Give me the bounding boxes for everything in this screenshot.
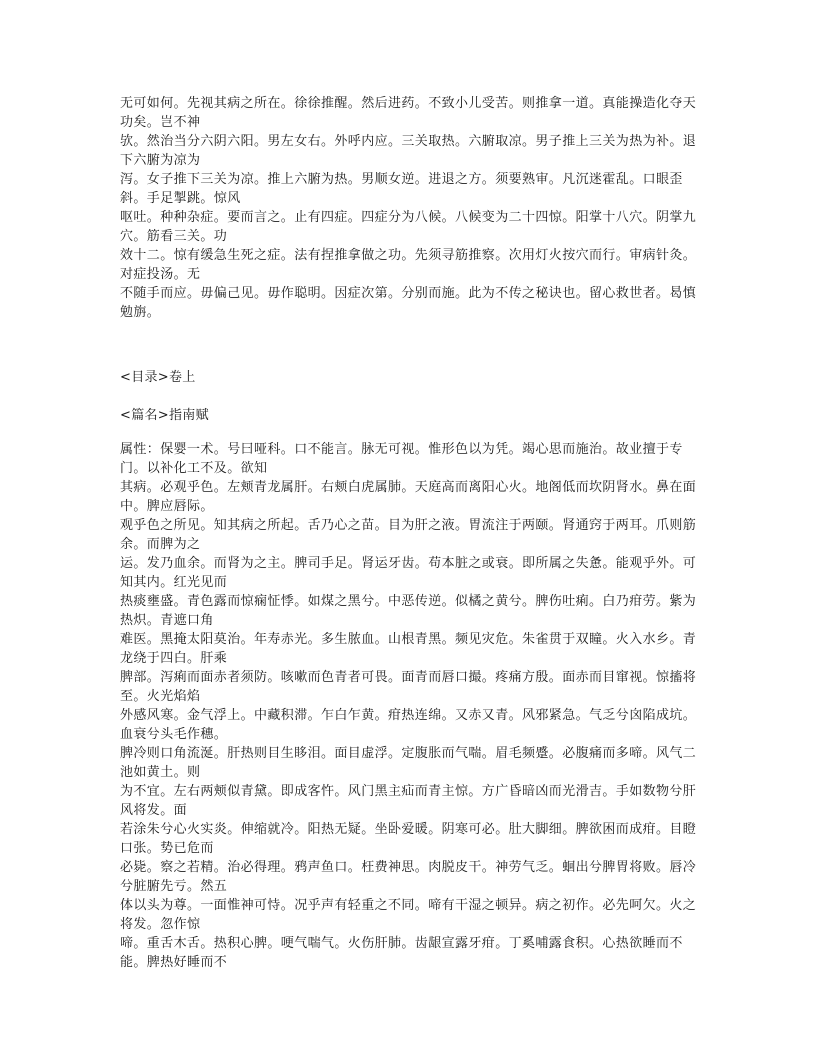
main-paragraph (120, 440, 700, 972)
main-line: 体以头为尊。一面惟神可恃。况乎声有轻重之不同。啼有干湿之顿异。病之初作。必先呵欠。火之将发。忽作惊 (120, 898, 697, 932)
main-line: 脾冷则口角流涎。肝热则目生眵泪。面目虚浮。定腹胀而气喘。眉毛频蹙。必腹痛而多啼。风气二池如黄土。则 (120, 746, 697, 780)
toc-heading (120, 368, 700, 387)
main-line: 脾部。泻痢而面赤者须防。咳嗽而色青者可畏。面青而唇口撮。疼痛方殷。面赤而目窜视。惊搐将至。火光焰焰 (120, 670, 697, 704)
main-line: 运。发乃血余。而肾为之主。脾司手足。肾运牙齿。苟本脏之或衰。即所属之失惫。能观乎外。可知其内。红光见而 (120, 556, 697, 590)
intro-line: 不随手而应。毋偏己见。毋作聪明。因症次第。分别而施。此为不传之秘诀也。留心救世者。曷慎勉旃。 (120, 286, 697, 320)
intro-text (120, 94, 700, 322)
intro-line: 泻。女子推下三关为凉。推上六腑为热。男顺女逆。进退之方。须要熟审。凡沉迷霍乱。口眼歪斜。手足掣跳。惊风 (120, 172, 683, 206)
main-line: 属性：保婴一术。号曰哑科。口不能言。脉无可视。惟形色以为凭。竭心思而施治。故业擅于专门。以补化工不及。欲知 (120, 442, 683, 476)
main-text (120, 440, 700, 972)
toc-heading-text: <目录>卷上 (120, 370, 196, 385)
intro-line: 效十二。惊有缓急生死之症。法有捏推拿做之功。先须寻筋推察。次用灯火按穴而行。审病针灸。对症投汤。无 (120, 248, 697, 282)
section-heading-text: <篇名>指南赋 (120, 408, 209, 423)
main-line: 难医。黑掩太阳莫治。年寿赤光。多生脓血。山根青黑。频见灾危。朱雀贯于双瞳。火入水乡。青龙绕于四白。肝乘 (120, 632, 697, 666)
main-line: 其病。必观乎色。左颊青龙属肝。右颊白虎属肺。天庭高而离阳心火。地阁低而坎阴肾水。鼻在面中。脾应唇际。 (120, 480, 697, 514)
main-line: 啼。重舌木舌。热积心脾。哽气喘气。火伤肝肺。齿龈宣露牙疳。丁奚哺露食积。心热欲睡而不能。脾热好睡而不 (120, 936, 683, 970)
intro-line: 呕吐。种种杂症。要而言之。止有四症。四症分为八候。八候变为二十四惊。阳掌十八穴。阴掌九穴。筋看三关。功 (120, 210, 697, 244)
intro-line: 欤。然治当分六阴六阳。男左女右。外呼内应。三关取热。六腑取凉。男子推上三关为热为补。退下六腑为凉为 (120, 134, 697, 168)
main-line: 为不宜。左右两颊似青黛。即成客忤。风门黑主疝而青主惊。方广昏暗凶而光滑吉。手如数物兮肝风将发。面 (120, 784, 697, 818)
main-line: 外感风寒。金气浮上。中藏积滞。乍白乍黄。疳热连绵。又赤又青。风邪紧急。气乏兮囟陷成坑。血衰兮头毛作穗。 (120, 708, 697, 742)
main-line: 热痰壅盛。青色露而惊痫怔悸。如煤之黑兮。中恶传逆。似橘之黄兮。脾伤吐痢。白乃疳劳。紫为热炽。青遮口角 (120, 594, 697, 628)
intro-line: 无可如何。先视其病之所在。徐徐推醒。然后进药。不致小儿受苦。则推拿一道。真能操造化夺天功矣。岂不神 (120, 96, 697, 130)
section-heading (120, 406, 700, 425)
main-line: 若涂朱兮心火实炎。伸缩就冷。阳热无疑。坐卧爱暖。阴寒可必。肚大脚细。脾欲困而成疳。目瞪口张。势已危而 (120, 822, 697, 856)
intro-paragraph (120, 94, 700, 322)
main-line: 必毙。察之若精。治必得理。鸦声鱼口。枉费神思。肉脱皮干。神劳气乏。蛔出兮脾胃将败。唇冷兮脏腑先亏。然五 (120, 860, 697, 894)
main-line: 观乎色之所见。知其病之所起。舌乃心之苗。目为肝之液。胃流注于两颐。肾通窍于两耳。爪则筋余。而脾为之 (120, 518, 697, 552)
